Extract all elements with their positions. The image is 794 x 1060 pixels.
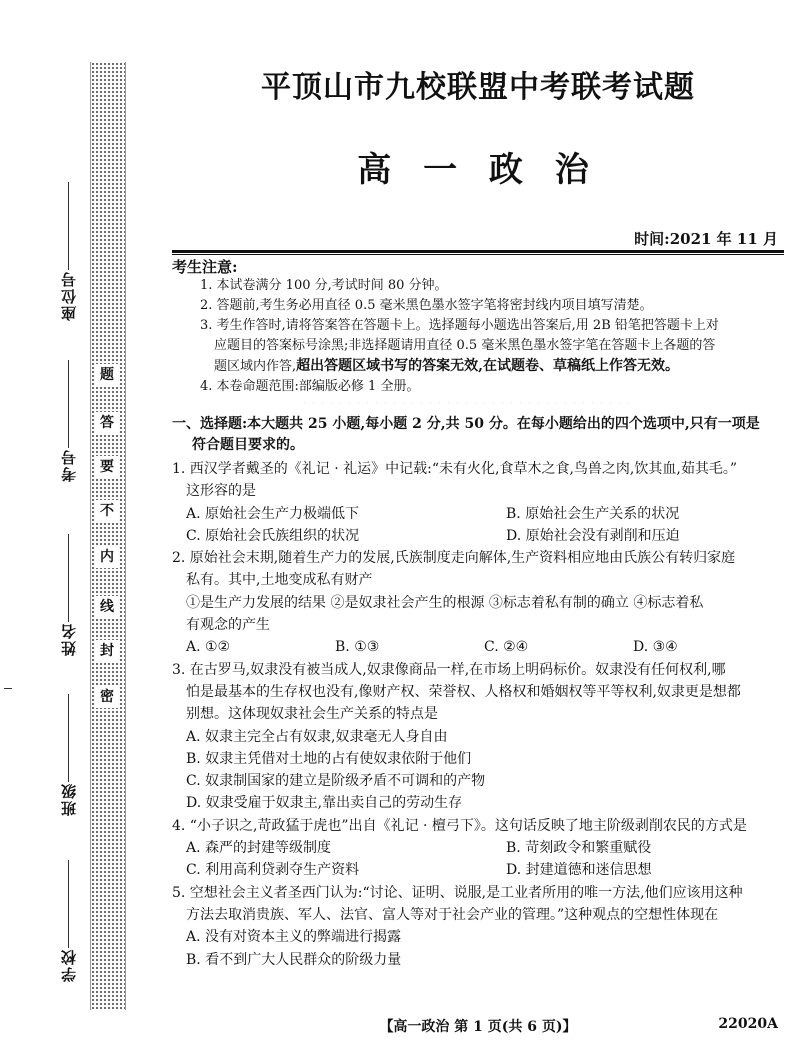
field-line: [68, 360, 69, 448]
question-2: [172, 547, 784, 658]
field-line: [68, 860, 69, 948]
notice-item: 1. 本试卷满分 100 分,考试时间 80 分钟。: [200, 278, 448, 293]
option-d: D. 封建道德和迷信思想: [506, 862, 652, 879]
option-c: C. 奴隶制国家的建立是阶级矛盾不可调和的产物: [186, 773, 486, 790]
question-stem: 4. “小子识之,苛政猛于虎也”出自《礼记 · 檀弓下》。这句话反映了地主阶级剥削农民的方式是: [172, 817, 747, 834]
divider: [172, 250, 784, 253]
subject-title: 高 一 政 治: [357, 150, 599, 190]
question-stem: 5. 空想社会主义者圣西门认为:“讨论、证明、说服,是工业者所用的唯一方法,他们应该用这种: [172, 884, 743, 901]
option-d: D. 奴隶受雇于奴隶主,靠出卖自己的劳动生存: [186, 795, 463, 812]
option-row: [172, 859, 784, 881]
question-stem: 1. 西汉学者戴圣的《礼记 · 礼运》中记载:“未有火化,食草木之食,鸟兽之肉,饮其血,茹其毛。”: [172, 461, 737, 477]
question-1: [172, 458, 784, 547]
option-a: A. 没有对资本主义的弊端进行揭露: [186, 929, 402, 946]
question-3: [172, 659, 784, 815]
field-line: [68, 694, 69, 782]
option-row: [172, 636, 784, 658]
field-school: [48, 856, 88, 982]
seal-char: 要: [96, 456, 118, 478]
field-label: 座位号: [59, 270, 78, 321]
emphasis-dots: [300, 402, 630, 404]
option-a: A. 原始社会生产力极端低下: [186, 505, 360, 522]
notice-item: 4. 本卷命题范围:部编版必修 1 全册。: [200, 379, 420, 394]
field-label: 班级: [59, 782, 78, 816]
field-seat-number: [48, 178, 88, 321]
notice-item: 应题目的答案标号涂黑;非选择题请用直径 0.5 毫米黑色墨水签字笔在答题卡上各题的答: [214, 338, 716, 353]
field-name: [48, 530, 88, 656]
question-items: ①是生产力发展的结果 ②是奴隶社会产生的根源 ③标志着私有制的确立 ④标志着私: [186, 594, 704, 611]
notice-item: 2. 答题前,考生务必用直径 0.5 毫米黑色墨水签字笔将密封线内项目填写清楚。: [200, 298, 653, 313]
option-row: [172, 503, 784, 525]
option-c: C. 利用高利贷剥夺生产资料: [186, 862, 360, 879]
margin-mark: [4, 688, 12, 689]
field-label: 学校: [59, 948, 78, 982]
question-stem: 私有。其中,土地变成私有财产: [186, 572, 373, 589]
option-b: B. 原始社会生产关系的状况: [506, 505, 680, 522]
seal-char: 题: [96, 364, 118, 386]
field-line: [68, 534, 69, 622]
section-heading: [172, 414, 784, 456]
option-b: B. 看不到广大人民群众的阶级力量: [186, 951, 402, 968]
seal-char: 密: [96, 686, 118, 708]
notice-text: 题区域内作答,: [214, 359, 297, 374]
field-line: [68, 182, 69, 270]
notice-emphasis: 超出答题区域书写的答案无效,在试题卷、草稿纸上作答无效。: [296, 358, 680, 374]
option-d: D. ③④: [633, 639, 678, 656]
option-row: [172, 525, 784, 547]
exam-time: 时间:2021 年 11 月: [634, 230, 778, 248]
seal-char: 线: [96, 596, 118, 618]
notice-title: 考生注意:: [172, 258, 238, 276]
option-b: B. ①③: [335, 639, 380, 656]
section-line: 符合题目要求的。: [192, 437, 304, 453]
question-stem: 2. 原始社会末期,随着生产力的发展,氏族制度走向解体,生产资料相应地由氏族公有转归家庭: [172, 550, 736, 567]
option-row: [172, 837, 784, 859]
field-class: [48, 690, 88, 816]
option-b: B. 苛刻政令和繁重赋役: [506, 840, 652, 857]
seal-char: 封: [96, 640, 118, 662]
field-label: 姓名: [59, 622, 78, 656]
question-items: 有观念的产生: [186, 617, 270, 634]
paper-code: 22020A: [718, 1016, 778, 1032]
option-a: A. 森严的封建等级制度: [186, 840, 332, 857]
question-5: [172, 882, 784, 971]
option-a: A. 奴隶主完全占有奴隶,奴隶毫无人身自由: [186, 728, 448, 745]
question-stem: 怕是最基本的生存权也没有,像财产权、荣誉权、人格权和婚姻权等平等权利,奴隶更是想都: [186, 683, 741, 700]
option-d: D. 原始社会没有剥削和压迫: [506, 527, 680, 544]
option-b: B. 奴隶主凭借对土地的占有使奴隶依附于他们: [186, 750, 472, 767]
page-footer: 【高一政治 第 1 页(共 6 页)】: [379, 1019, 577, 1035]
option-a: A. ①②: [186, 639, 231, 656]
exam-title: 平顶山市九校联盟中考联考试题: [261, 70, 695, 105]
binding-strip: [90, 62, 126, 1010]
option-c: C. ②④: [484, 639, 529, 656]
question-stem: 3. 在古罗马,奴隶没有被当成人,奴隶像商品一样,在市场上明码标价。奴隶没有任何权利,哪: [172, 661, 726, 678]
divider: [172, 254, 784, 255]
notice-item: 3. 考生作答时,请将答案答在答题卡上。选择题每小题选出答案后,用 2B 铅笔把答题卡上对: [200, 318, 719, 333]
question-stem: 方法去取消贵族、军人、法官、富人等对于社会产业的管理。”这种观点的空想性体现在: [186, 906, 719, 923]
option-c: C. 原始社会氏族组织的状况: [186, 527, 360, 544]
seal-char: 答: [96, 412, 118, 434]
notice-list: [200, 276, 784, 397]
question-4: [172, 815, 784, 882]
seal-char: 内: [96, 546, 118, 568]
question-stem: 别想。这体现奴隶社会生产关系的特点是: [186, 706, 438, 723]
seal-char: 不: [96, 500, 118, 522]
field-exam-number: [48, 356, 88, 482]
section-line: 一、选择题:本大题共 25 小题,每小题 2 分,共 50 分。在每小题给出的四个选项中,只有一项是: [172, 416, 760, 432]
field-label: 考号: [59, 448, 78, 482]
question-list: [172, 458, 784, 971]
notice-item: [200, 356, 784, 377]
question-stem: 这形容的是: [186, 483, 256, 500]
